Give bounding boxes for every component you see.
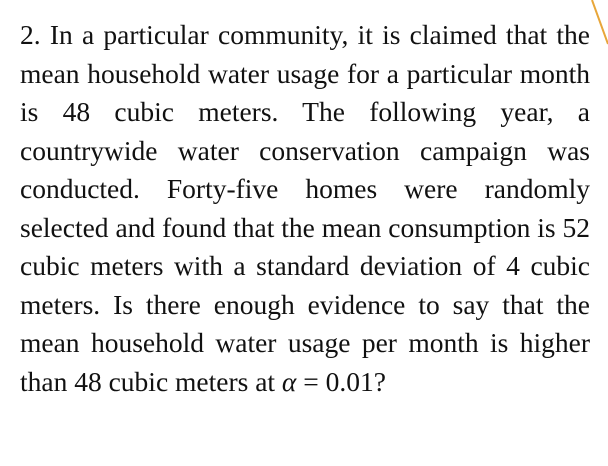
alpha-symbol: α [281,365,297,397]
problem-number: 2. [20,19,41,50]
alpha-value: = 0.01? [296,365,386,397]
problem-statement [20,16,590,401]
corner-accent-line [586,0,608,60]
problem-text: In a particular community, it is claimed that the mean household water usage for a particular month is 48 cubic meters. The following year, a countrywide water conservation campaign was conducted. Forty-five homes were randomly selected and found that the mean consumption is 52 cubic meters with a standard deviation of 4 cubic meters. Is there enough evidence to say that the mean household water usage per month is higher than 48 cubic meters at [20,19,590,397]
